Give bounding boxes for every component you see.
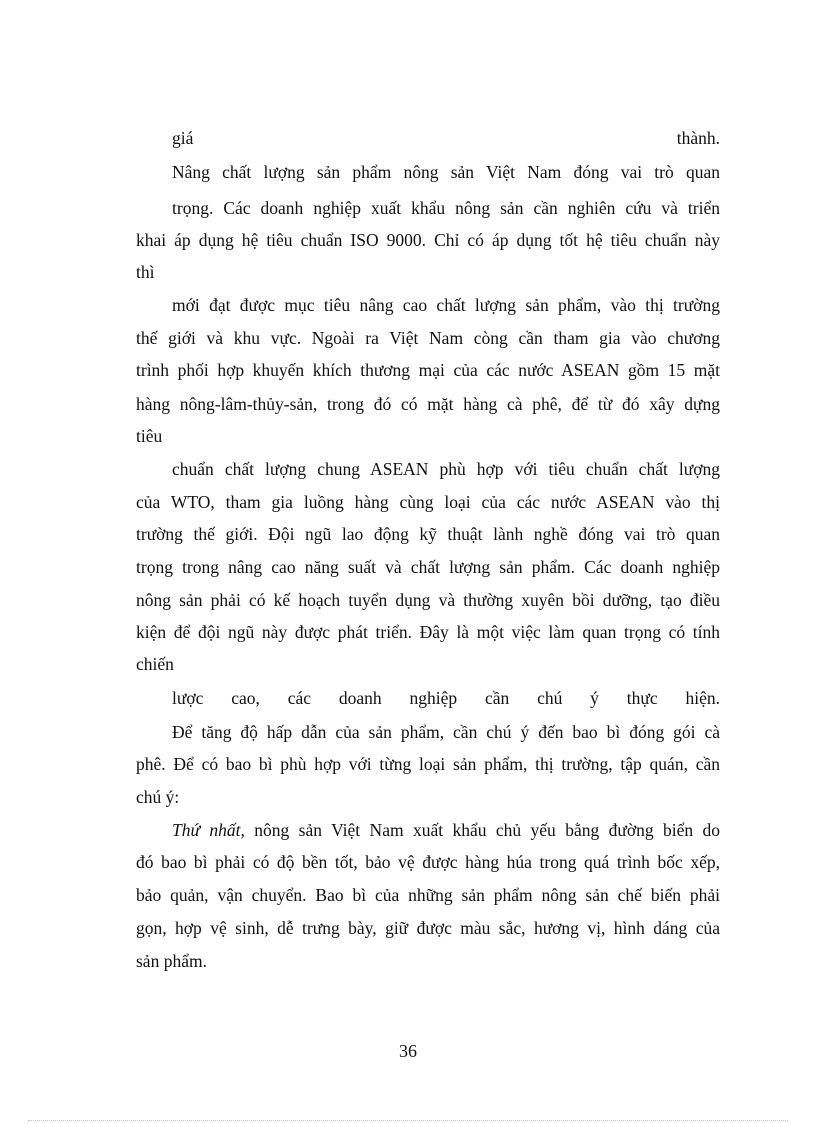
text-line: trọng. Các doanh nghiệp xuất khẩu nông sản cần nghiên cứu và triển (172, 198, 720, 218)
text-line: Nâng chất lượng sản phẩm nông sản Việt Nam đóng vai trò quan (172, 162, 720, 182)
text-line: thì (136, 262, 155, 282)
text-line: của WTO, tham gia luồng hàng cùng loại của các nước ASEAN vào thị (136, 492, 720, 512)
text-line: mới đạt được mục tiêu nâng cao chất lượng sản phẩm, vào thị trường (172, 295, 720, 315)
text-line: nông sản phải có kế hoạch tuyển dụng và thường xuyên bồi dưỡng, tạo điều (136, 590, 720, 610)
text-line: lược cao, các doanh nghiệp cần chú ý thực hiện. (172, 688, 720, 708)
text-line: chuẩn chất lượng chung ASEAN phù hợp với tiêu chuẩn chất lượng (172, 459, 720, 479)
text-line: hàng nông-lâm-thủy-sản, trong đó có mặt hàng cà phê, để từ đó xây dựng (136, 394, 720, 414)
text-line: phê. Để có bao bì phù hợp với từng loại sản phẩm, thị trường, tập quán, cần (136, 754, 720, 774)
text-line: chú ý: (136, 787, 180, 807)
text-line: bảo quản, vận chuyển. Bao bì của những sản phẩm nông sản chế biến phải (136, 885, 720, 905)
text-line: sản phẩm. (136, 951, 207, 971)
text-line: giá thành. (172, 128, 720, 148)
text-line: gọn, hợp vệ sinh, dễ trưng bày, giữ được màu sắc, hương vị, hình dáng của (136, 918, 720, 938)
text-line: Để tăng độ hấp dẫn của sản phẩm, cần chú ý đến bao bì đóng gói cà (172, 722, 720, 742)
text-line (172, 819, 720, 841)
italic-lead: Thứ nhất, (172, 820, 245, 840)
text-line: đó bao bì phải có độ bền tốt, bảo vệ được hàng húa trong quá trình bốc xếp, (136, 852, 720, 872)
text-line: tiêu (136, 426, 163, 446)
text-line: trọng trong nâng cao năng suất và chất lượng sản phẩm. Các doanh nghiệp (136, 557, 720, 577)
text-line: trường thế giới. Đội ngũ lao động kỹ thuật lành nghề đóng vai trò quan (136, 524, 720, 544)
footer-divider (28, 1120, 788, 1121)
text-line: kiện để đội ngũ này được phát triển. Đây là một việc làm quan trọng có tính (136, 622, 720, 642)
text-line-rest: nông sản Việt Nam xuất khẩu chủ yếu bằng đường biển do (254, 820, 720, 840)
text-line: khai áp dụng hệ tiêu chuẩn ISO 9000. Chỉ có áp dụng tốt hệ tiêu chuẩn này (136, 230, 720, 250)
text-line: chiến (136, 654, 174, 674)
text-line: trình phối hợp khuyến khích thương mại của các nước ASEAN gồm 15 mặt (136, 360, 720, 380)
page-number: 36 (399, 1041, 417, 1061)
text-line: thế giới và khu vực. Ngoài ra Việt Nam còng cần tham gia vào chương (136, 328, 720, 348)
